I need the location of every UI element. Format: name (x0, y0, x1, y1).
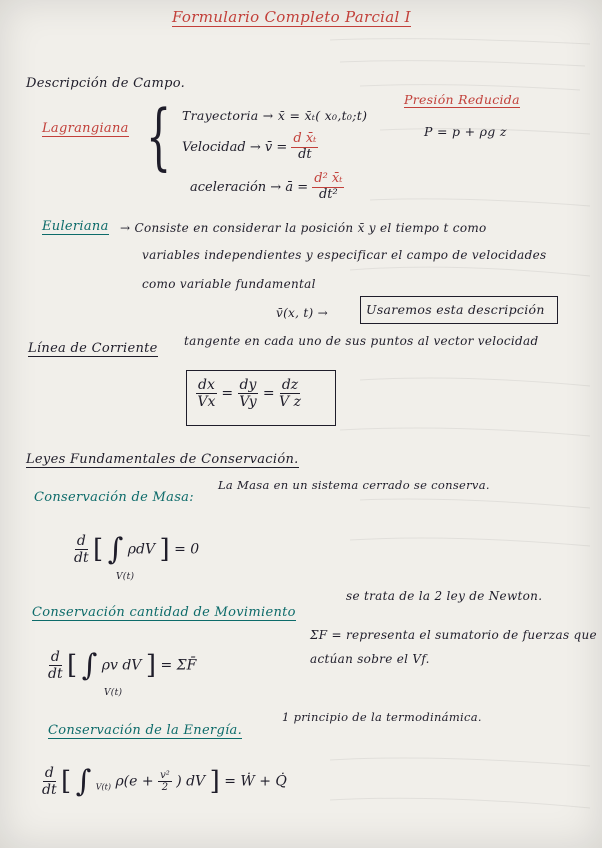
frac-z-den: V z (279, 394, 301, 411)
ddt-num: d (44, 764, 54, 781)
energia-tail: ) dV (176, 773, 206, 790)
bracket-open: [ (61, 766, 72, 797)
movimiento-equation (48, 648, 196, 683)
linea-corriente-label: Línea de Corriente (28, 341, 158, 356)
movimiento-rhs: = ΣF̄ (160, 657, 197, 674)
energia-rhs: = Ẇ + Q̇ (224, 773, 287, 790)
energia-text: 1 principio de la termodinámica. (282, 710, 482, 724)
description-box-text: Usaremos esta descripción (366, 302, 545, 317)
streamline-frac-x (196, 377, 217, 410)
equals-sign: = (221, 385, 238, 402)
streamline-equation (196, 377, 301, 410)
euleriana-line-1: → Consiste en considerar la posición x̄ y el tiempo t como (120, 221, 487, 235)
euleriana-field: v̄(x, t) → (276, 306, 328, 320)
aceleracion-line (190, 172, 344, 203)
masa-label: Conservación de Masa: (34, 490, 194, 505)
bracket-close: ] (209, 766, 220, 797)
streamline-frac-z (279, 377, 301, 410)
ddt-den: dt (42, 782, 57, 798)
energia-kinetic-fraction (158, 770, 172, 794)
movimiento-label: Conservación cantidad de Movimiento (32, 605, 296, 620)
velocidad-num: d x̄ₜ (293, 131, 317, 146)
frac-x-num: dx (198, 377, 215, 393)
aceleracion-lhs: aceleración → ā = (190, 179, 309, 195)
equals-sign: = (262, 385, 280, 402)
ddt-den: dt (74, 550, 89, 566)
masa-rhs: = 0 (174, 541, 200, 558)
presion-reducida-heading: Presión Reducida (404, 92, 520, 107)
curly-brace: { (146, 94, 172, 178)
aceleracion-fraction (312, 172, 344, 203)
movimiento-ddt (48, 649, 63, 682)
movimiento-note-2: actúan sobre el Vf. (310, 652, 430, 666)
ddt-num: d (50, 648, 60, 665)
energia-equation (42, 764, 287, 799)
lagrangiana-label: Lagrangiana (42, 121, 129, 136)
euleriana-label: Euleriana (42, 219, 109, 234)
movimiento-integrand: ρv dV (101, 657, 142, 674)
frac-z-num: dz (281, 377, 299, 393)
movimiento-volume-sub: V(t) (104, 688, 123, 698)
frac-y-den: Vy (239, 394, 257, 411)
movimiento-note-1: ΣF = representa el sumatorio de fuerzas que (310, 628, 597, 642)
euleriana-line-2: variables independientes y especificar el campo de velocidades (142, 248, 547, 262)
masa-volume-sub: V(t) (116, 572, 135, 582)
energia-ddt (42, 765, 57, 798)
linea-corriente-text: tangente en cada uno de sus puntos al vector velocidad (184, 334, 539, 348)
masa-ddt (74, 533, 89, 566)
euleriana-line-3: como variable fundamental (142, 277, 316, 291)
energia-label: Conservación de la Energía. (48, 723, 243, 738)
velocidad-den: dt (298, 146, 312, 162)
energia-volume-sub: V(t) (95, 782, 111, 792)
kinetic-num: v² (160, 769, 170, 781)
movimiento-text: se trata de la 2 ley de Newton. (346, 589, 543, 603)
energia-integrand: ρ(e + (115, 773, 154, 790)
streamline-frac-y (238, 377, 259, 410)
ddt-num: d (76, 532, 86, 549)
aceleracion-num: d² x̄ₜ (314, 171, 343, 186)
integral-sign: ∫ (75, 764, 92, 799)
masa-integrand: ρdV (127, 541, 156, 558)
leyes-heading: Leyes Fundamentales de Conservación. (26, 452, 299, 467)
kinetic-den: 2 (161, 782, 169, 793)
bracket-close: ] (145, 650, 157, 681)
aceleracion-den: dt² (318, 186, 338, 202)
velocidad-lhs: Velocidad → v̄ = (182, 139, 288, 155)
frac-y-num: dy (239, 377, 257, 393)
integral-sign: ∫ (81, 648, 98, 683)
presion-reducida-formula: P = p + ρg z (424, 124, 507, 139)
page-title: Formulario Completo Parcial I (172, 8, 411, 26)
velocidad-fraction (291, 132, 318, 163)
trayectoria-line: Trayectoria → x̄ = x̄ₜ( x₀,t₀;t) (182, 108, 368, 123)
masa-text: La Masa en un sistema cerrado se conserva. (218, 478, 490, 492)
bracket-open: [ (93, 534, 104, 565)
frac-x-den: Vx (197, 394, 216, 411)
velocidad-line (182, 132, 318, 163)
ddt-den: dt (48, 666, 63, 682)
masa-equation (74, 532, 199, 567)
integral-sign: ∫ (107, 532, 124, 567)
bracket-open: [ (67, 650, 78, 681)
bracket-close: ] (159, 534, 170, 565)
section-heading-campo: Descripción de Campo. (26, 76, 186, 91)
